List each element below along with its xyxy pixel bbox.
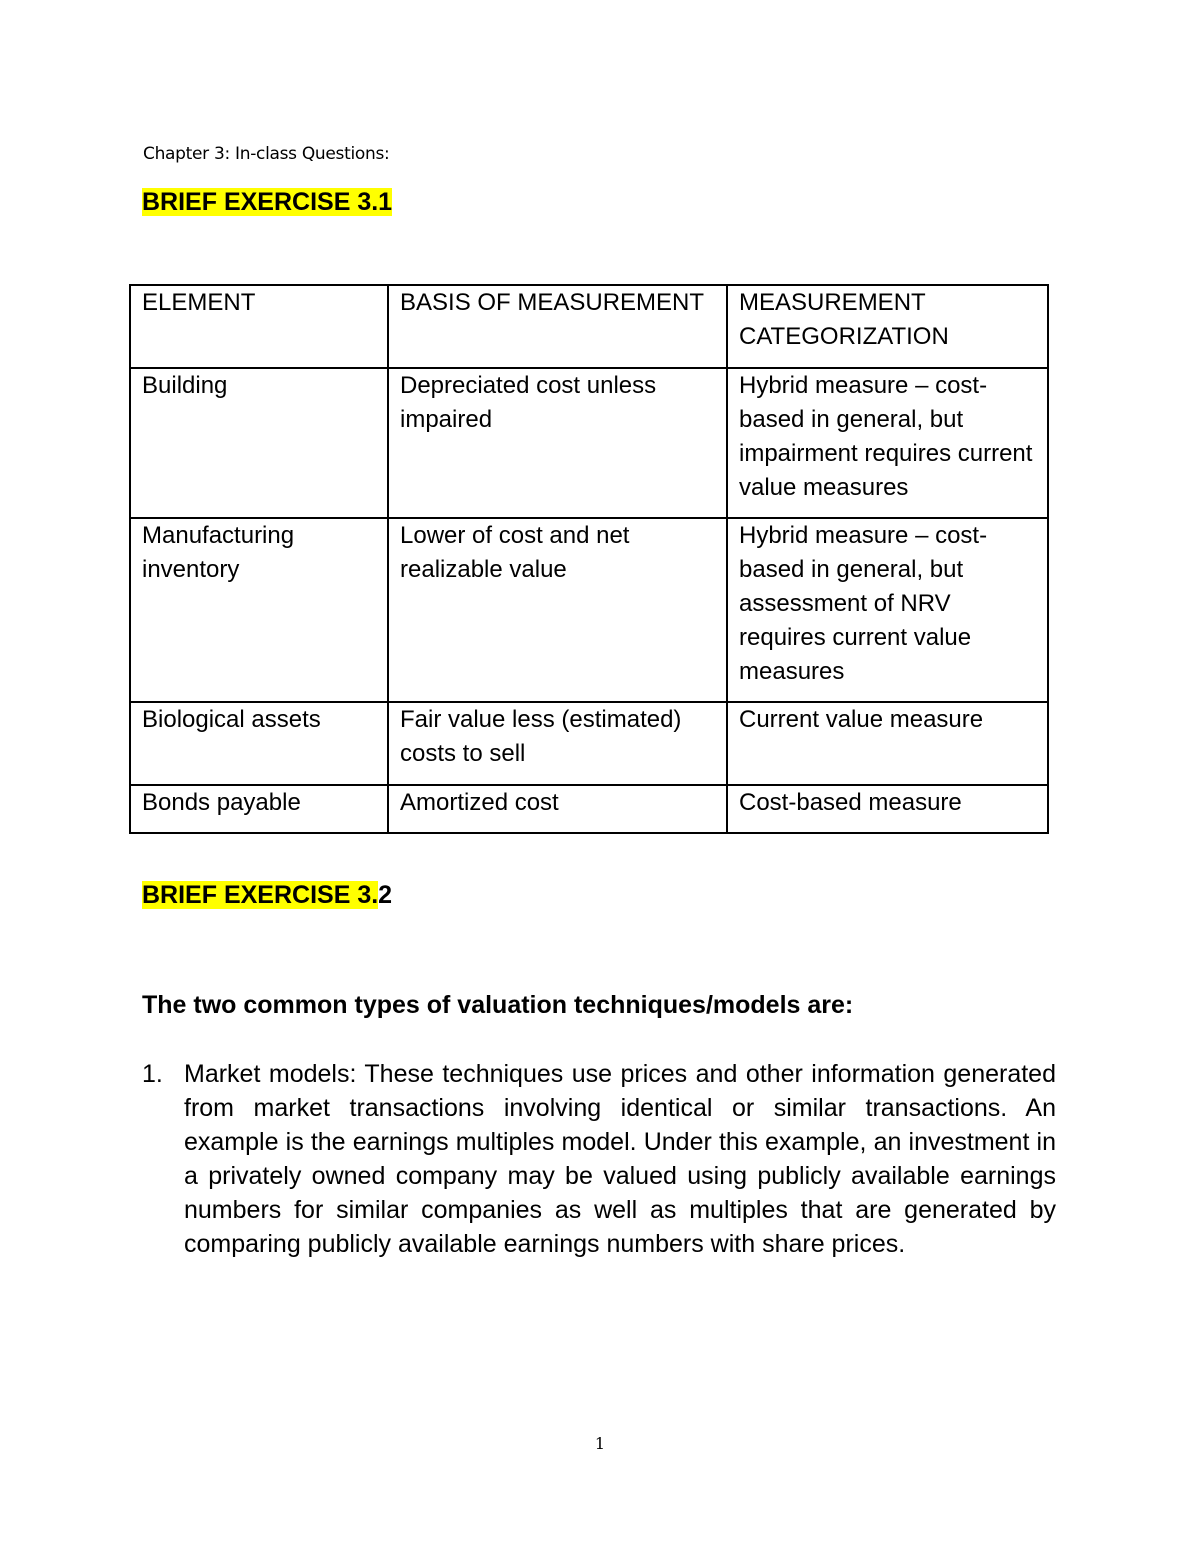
header-cell-basis: BASIS OF MEASUREMENT	[388, 285, 727, 368]
table-cell: Fair value less (estimated) costs to sell	[388, 702, 727, 785]
chapter-title: Chapter 3: In-class Questions:	[143, 144, 390, 164]
table-row	[130, 368, 1048, 518]
table-cell: Depreciated cost unless impaired	[388, 368, 727, 518]
header-cell-categorization: MEASUREMENT CATEGORIZATION	[727, 285, 1048, 368]
list-item	[142, 1057, 1056, 1261]
exercise-2-heading	[142, 880, 392, 910]
table-cell: Cost-based measure	[727, 785, 1048, 833]
table-cell: Manufacturing inventory	[130, 518, 388, 702]
header-cell-element: ELEMENT	[130, 285, 388, 368]
exercise-2-heading-highlighted: BRIEF EXERCISE 3.	[142, 881, 379, 909]
valuation-intro: The two common types of valuation techniques/models are:	[142, 991, 854, 1019]
measurement-table	[129, 284, 1049, 834]
table-header-row	[130, 285, 1048, 368]
table-cell: Biological assets	[130, 702, 388, 785]
table-cell: Amortized cost	[388, 785, 727, 833]
table-cell: Hybrid measure – cost-based in general, but assessment of NRV requires current value measures	[727, 518, 1048, 702]
list-item-number: 1.	[142, 1060, 163, 1088]
table-cell: Bonds payable	[130, 785, 388, 833]
table-cell: Current value measure	[727, 702, 1048, 785]
exercise-2-heading-rest: 2	[378, 881, 393, 909]
table-cell: Hybrid measure – cost-based in general, but impairment requires current value measures	[727, 368, 1048, 518]
exercise-1-heading-text: BRIEF EXERCISE 3.1	[142, 188, 393, 216]
table-row	[130, 702, 1048, 785]
table-cell: Building	[130, 368, 388, 518]
table-row	[130, 785, 1048, 833]
list-item-text: Market models: These techniques use prices and other information generated from market transactions involving identical or similar transactions. An example is the earnings multiples model. Under this example, an investment in a privately owned company may be valued using publicly available earnings numbers for similar companies as well as multiples that are generated by comparing publicly available earnings numbers with share prices.	[184, 1060, 1056, 1258]
table-row	[130, 518, 1048, 702]
page-number: 1	[594, 1434, 606, 1453]
table-cell: Lower of cost and net realizable value	[388, 518, 727, 702]
exercise-1-heading	[142, 187, 392, 217]
